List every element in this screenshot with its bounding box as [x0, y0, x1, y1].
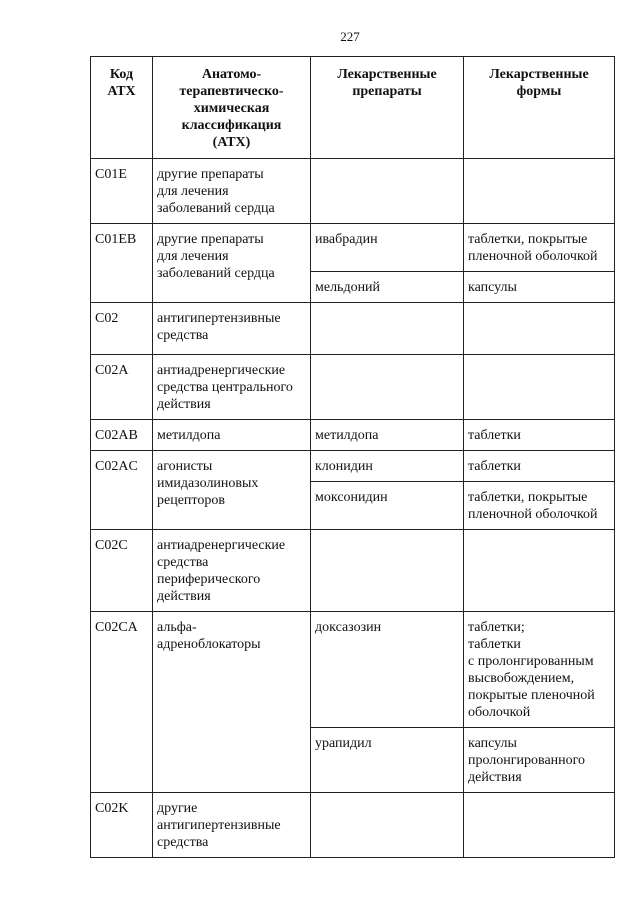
cell-drug: метилдопа: [311, 420, 464, 451]
table-header-row: [91, 57, 615, 159]
cell-classification: метилдопа: [153, 420, 311, 451]
cell-drug: доксазозин: [311, 612, 464, 728]
header-forms: Лекарственные формы: [464, 57, 615, 159]
cell-classification: антигипертензивные средства: [153, 303, 311, 355]
table-row: [91, 451, 615, 482]
cell-atc-code: C02C: [91, 530, 153, 612]
cell-classification: другие антигипертензивные средства: [153, 793, 311, 858]
header-classification: Анатомо- терапевтическо- химическая классификация (АТХ): [153, 57, 311, 159]
cell-form: капсулы: [464, 272, 615, 303]
cell-form: [464, 303, 615, 355]
table-row: [91, 612, 615, 728]
cell-atc-code: C02CA: [91, 612, 153, 793]
cell-classification: антиадренергические средства центрального действия: [153, 355, 311, 420]
cell-form: таблетки; таблетки с пролонгированным высвобождением, покрытые пленочной оболочкой: [464, 612, 615, 728]
cell-drug: моксонидин: [311, 482, 464, 530]
cell-atc-code: C02AB: [91, 420, 153, 451]
cell-drug: [311, 303, 464, 355]
header-atc-code: Код АТХ: [91, 57, 153, 159]
cell-form: таблетки: [464, 451, 615, 482]
table-row: [91, 159, 615, 224]
table-row: [91, 530, 615, 612]
table-row: [91, 420, 615, 451]
cell-drug: ивабрадин: [311, 224, 464, 272]
atc-drug-table: [90, 56, 615, 858]
cell-drug: [311, 530, 464, 612]
cell-classification: другие препараты для лечения заболеваний сердца: [153, 224, 311, 303]
cell-drug: [311, 793, 464, 858]
cell-atc-code: C02A: [91, 355, 153, 420]
cell-atc-code: C02AC: [91, 451, 153, 530]
cell-drug: [311, 159, 464, 224]
table-row: [91, 355, 615, 420]
table-row: [91, 303, 615, 355]
cell-form: капсулы пролонгированного действия: [464, 728, 615, 793]
cell-drug: клонидин: [311, 451, 464, 482]
cell-form: [464, 793, 615, 858]
cell-atc-code: C02: [91, 303, 153, 355]
cell-form: таблетки, покрытые пленочной оболочкой: [464, 224, 615, 272]
cell-form: таблетки, покрытые пленочной оболочкой: [464, 482, 615, 530]
cell-form: [464, 355, 615, 420]
table-row: [91, 793, 615, 858]
cell-atc-code: C01EB: [91, 224, 153, 303]
page-number: 227: [340, 29, 360, 44]
cell-classification: альфа- адреноблокаторы: [153, 612, 311, 793]
cell-drug: мельдоний: [311, 272, 464, 303]
cell-form: [464, 530, 615, 612]
table-body: [91, 159, 615, 858]
cell-atc-code: C02K: [91, 793, 153, 858]
cell-drug: урапидил: [311, 728, 464, 793]
table-row: [91, 224, 615, 272]
cell-drug: [311, 355, 464, 420]
cell-form: таблетки: [464, 420, 615, 451]
cell-atc-code: C01E: [91, 159, 153, 224]
header-drugs: Лекарственные препараты: [311, 57, 464, 159]
cell-classification: антиадренергические средства периферического действия: [153, 530, 311, 612]
cell-classification: другие препараты для лечения заболеваний сердца: [153, 159, 311, 224]
cell-classification: агонисты имидазолиновых рецепторов: [153, 451, 311, 530]
cell-form: [464, 159, 615, 224]
